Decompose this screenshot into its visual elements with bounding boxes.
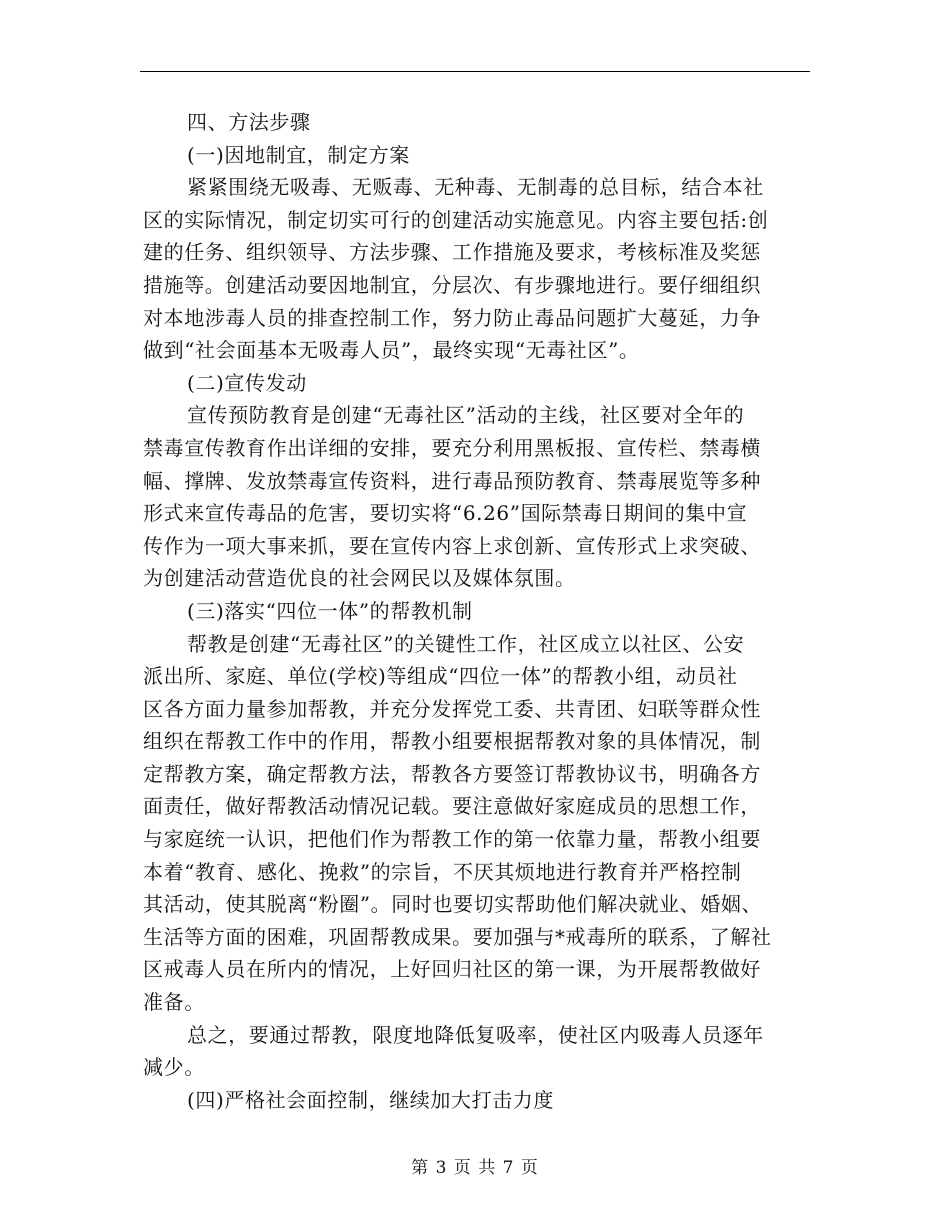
text-line: (三)落实“四位一体”的帮教机制	[187, 598, 473, 623]
page-number-label: 第 3 页 共 7 页	[411, 1158, 539, 1178]
text-line: 面责任，做好帮教活动情况记载。要注意做好家庭成员的思想工作，	[143, 794, 761, 819]
text-line: 其活动，使其脱离“粉圈”。同时也要切实帮助他们解决就业、婚姻、	[143, 892, 763, 917]
text-line: 做到“社会面基本无吸毒人员”，最终实现“无毒社区”。	[143, 338, 640, 363]
text-line: 减少。	[143, 1055, 205, 1080]
text-line: 禁毒宣传教育作出详细的安排，要充分利用黑板报、宣传栏、禁毒横	[143, 435, 761, 460]
text-line: (二)宣传发动	[187, 370, 307, 395]
text-line: 组织在帮教工作中的作用，帮教小组要根据帮教对象的具体情况，制	[143, 729, 761, 754]
text-line: 紧紧围绕无吸毒、无贩毒、无种毒、无制毒的总目标，结合本社	[187, 175, 764, 200]
text-line: 幅、撑牌、发放禁毒宣传资料，进行毒品预防教育、禁毒展览等多种	[143, 468, 761, 493]
text-line: 建的任务、组织领导、方法步骤、工作措施及要求，考核标准及奖惩	[143, 240, 761, 265]
text-line: 生活等方面的困难，巩固帮教成果。要加强与*戒毒所的联系，了解社	[143, 924, 772, 949]
text-line: 四、方法步骤	[187, 110, 311, 134]
document-body	[143, 106, 798, 1116]
text-line: 帮教是创建“无毒社区”的关键性工作，社区成立以社区、公安	[187, 631, 745, 656]
text-line: 本着“教育、感化、挽救”的宗旨，不厌其烦地进行教育并严格控制	[143, 859, 742, 884]
text-line: 区各方面力量参加帮教，并充分发挥党工委、共青团、妇联等群众性	[143, 696, 761, 721]
text-line: 形式来宣传毒品的危害，要切实将“6.26”国际禁毒日期间的集中宣	[143, 501, 748, 526]
text-line: 总之，要通过帮教，限度地降低复吸率，使社区内吸毒人员逐年	[187, 1022, 764, 1047]
text-line: 传作为一项大事来抓，要在宣传内容上求创新、宣传形式上求突破、	[143, 533, 761, 558]
page-footer	[0, 1153, 950, 1178]
text-line: 定帮教方案，确定帮教方法，帮教各方要签订帮教协议书，明确各方	[143, 761, 761, 786]
text-line: 措施等。创建活动要因地制宜，分层次、有步骤地进行。要仔细组织	[143, 272, 761, 297]
text-line: (一)因地制宜，制定方案	[187, 142, 410, 167]
text-line: 派出所、家庭、单位(学校)等组成“四位一体”的帮教小组，动员社	[143, 664, 738, 689]
text-line: (四)严格社会面控制，继续加大打击力度	[187, 1087, 555, 1112]
text-line: 对本地涉毒人员的排查控制工作，努力防止毒品问题扩大蔓延，力争	[143, 305, 761, 330]
text-line: 区的实际情况，制定切实可行的创建活动实施意见。内容主要包括:创	[143, 207, 769, 232]
text-line: 准备。	[143, 990, 205, 1015]
text-line: 与家庭统一认识，把他们作为帮教工作的第一依靠力量，帮教小组要	[143, 827, 761, 852]
text-line: 宣传预防教育是创建“无毒社区”活动的主线，社区要对全年的	[187, 403, 745, 428]
text-line: 区戒毒人员在所内的情况，上好回归社区的第一课，为开展帮教做好	[143, 957, 761, 982]
header-rule	[140, 71, 810, 72]
text-line: 为创建活动营造优良的社会网民以及媒体氛围。	[143, 566, 576, 591]
